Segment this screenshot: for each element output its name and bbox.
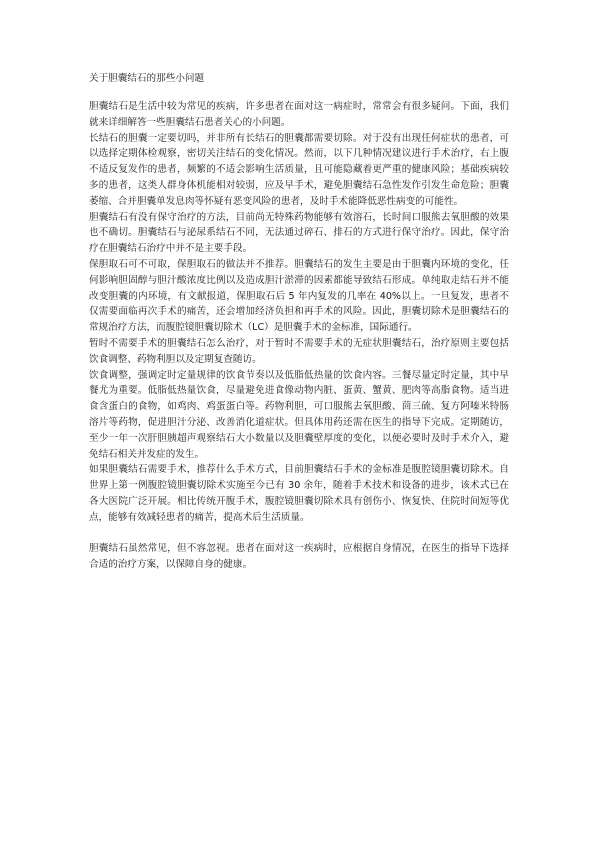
paragraph-non-surgical-treatment: 暂时不需要手术的胆囊结石怎么治疗，对于暂时不需要手术的无症状胆囊结石，治疗原则主要包括饮食调整、药物利胆以及定期复查随访。 xyxy=(89,337,509,365)
document-title: 关于胆囊结石的那些小问题 xyxy=(89,73,205,84)
paragraph-conclusion: 胆囊结石虽然常见，但不容忽视。患者在面对这一疾病时，应根据自身情况，在医生的指导下选择合适的治疗方案，以保障自身的健康。 xyxy=(89,543,509,571)
paragraph-diet-and-medication: 饮食调整，强调定时定量规律的饮食节奏以及低脂低热量的饮食内容。三餐尽量定时定量，其中早餐尤为重要。低脂低热量饮食，尽量避免进食像动物内脏、蛋黄、蟹黄、肥肉等高脂食物。适当进食含蛋白的食物，如鸡肉、鸡蛋蛋白等。药物利胆，可口服熊去氧胆酸、茴三硫、复方阿嗪米特肠溶片等药物，促进胆汁分泌、改善消化道症状。但具体用药还需在医生的指导下完成。定期随访，至少一年一次肝胆胰超声观察结石大小数量以及胆囊壁厚度的变化，以便必要时及时手术介入，避免结石相关并发症的发生。 xyxy=(89,369,509,460)
paragraph-gallbladder-preserving: 保胆取石可不可取，保胆取石的做法并不推荐。胆囊结石的发生主要是由于胆囊内环境的变化，任何影响胆固醇与胆汁酸浓度比例以及造成胆汁淤滞的因素都能导致结石形成。单纯取走结石并不能改变胆囊的内环境，有文献报道，保胆取石后 5 年内复发的几率在 40%以上。一旦复发，患者不仅需要面临再次手术的痛苦，还会增加经济负担和再手术的风险。因此，胆囊切除术是胆囊结石的常规治疗方法，而腹腔镜胆囊切除术（LC）是胆囊手术的金标准，国际通行。 xyxy=(89,258,509,334)
paragraph-surgical-method: 如果胆囊结石需要手术，推荐什么手术方式，目前胆囊结石手术的金标准是腹腔镜胆囊切除术。自世界上第一例腹腔镜胆囊切除术实施至今已有 30 余年，随着手术技术和设备的进步，该术式已在各大医院广泛开展。相比传统开腹手术，腹腔镜胆囊切除术具有创伤小、恢复快、住院时间短等优点，能够有效减轻患者的痛苦，提高术后生活质量。 xyxy=(89,464,509,523)
paragraph-intro: 胆囊结石是生活中较为常见的疾病，许多患者在面对这一病症时，常常会有很多疑问。下面，我们就来详细解答一些胆囊结石患者关心的小问题。 xyxy=(89,101,509,128)
document-body xyxy=(89,99,509,573)
paragraph-surgery-necessity: 长结石的胆囊一定要切吗，并非所有长结石的胆囊都需要切除。对于没有出现任何症状的患者，可以选择定期体检观察，密切关注结石的变化情况。然而，以下几种情况建议进行手术治疗，右上腹不适反复发作的患者，频繁的不适会影响生活质量，且可能隐藏着更严重的健康风险；基础疾病较多的患者，这类人群身体机能相对较弱，应及早手术，避免胆囊结石急性发作引发生命危险；胆囊萎缩、合并胆囊单发息肉等怀疑有恶变风险的患者，及时手术能降低恶性病变的可能性。 xyxy=(89,132,509,207)
paragraph-conservative-treatment: 胆囊结石有没有保守治疗的方法，目前尚无特殊药物能够有效溶石，长时间口服熊去氧胆酸的效果也不确切。胆囊结石与泌尿系结石不同，无法通过碎石、排石的方式进行保守治疗。因此，保守治疗在胆囊结石治疗中并不是主要手段。 xyxy=(89,211,509,255)
